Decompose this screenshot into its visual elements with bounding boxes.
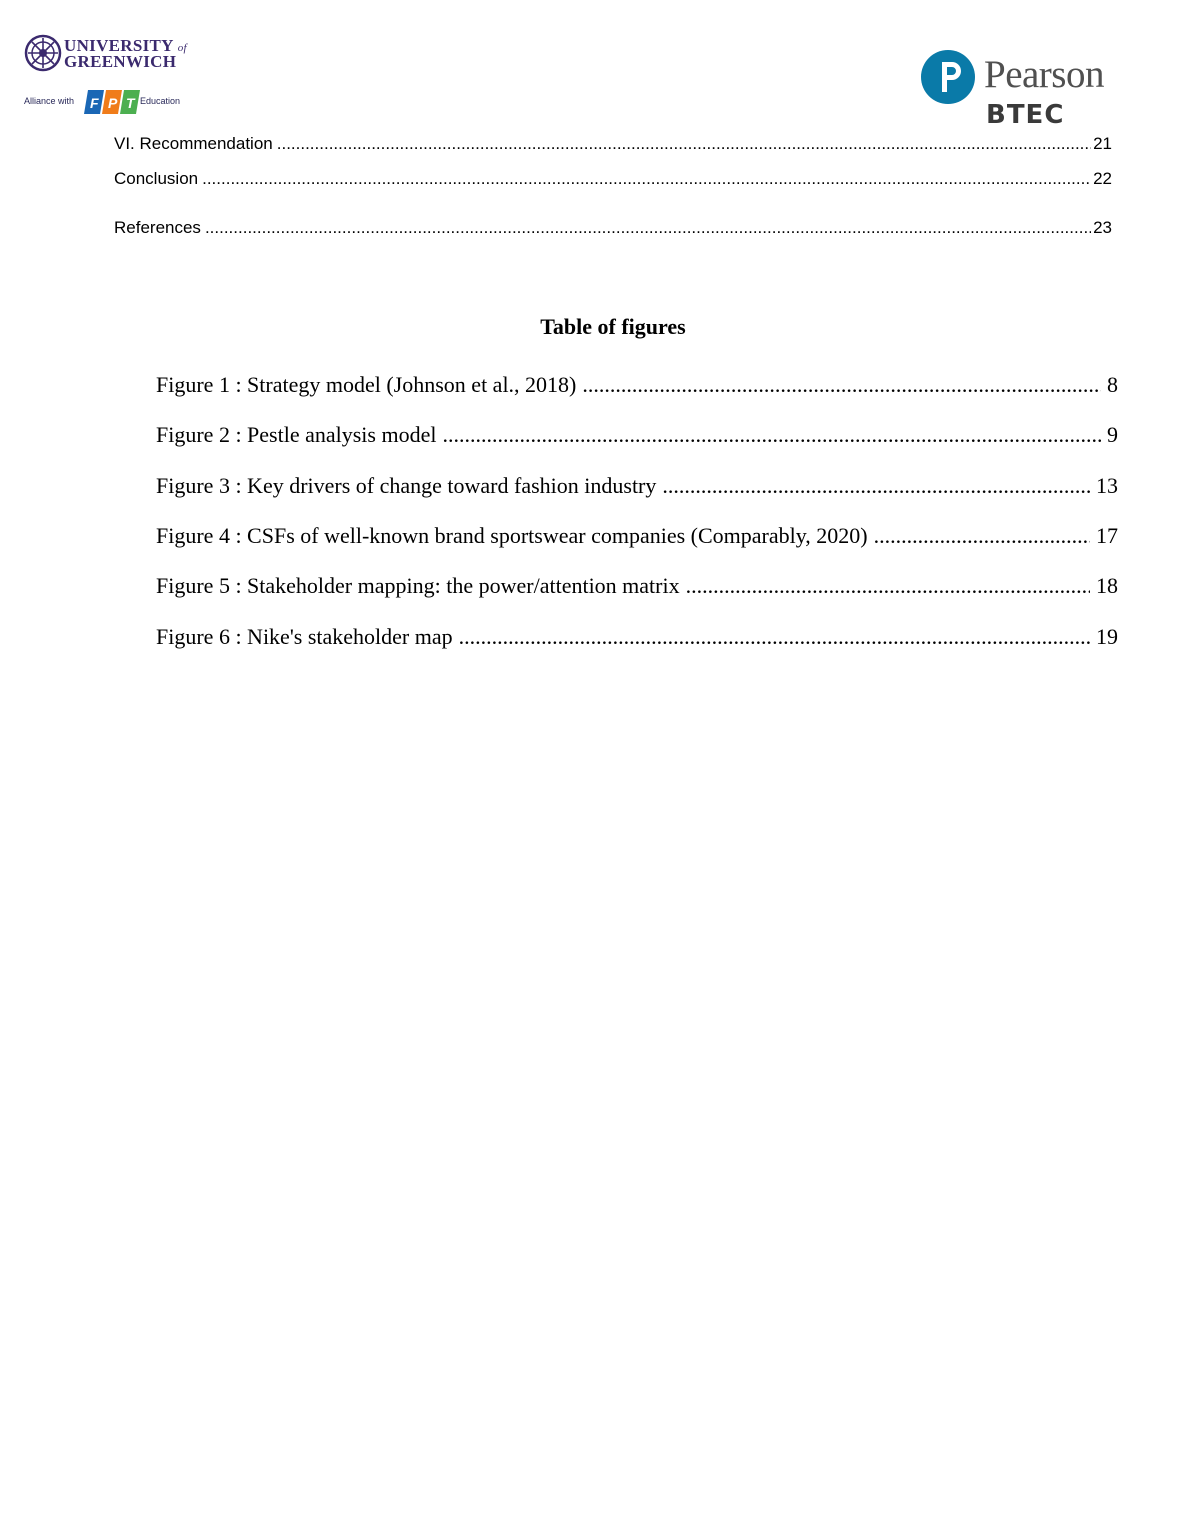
figure-entry-6[interactable]	[156, 624, 1118, 654]
figure-entry-label: Figure 2 : Pestle analysis model	[156, 422, 437, 447]
figure-entry-4[interactable]	[156, 523, 1118, 553]
figure-entry-label: Figure 5 : Stakeholder mapping: the power/attention matrix	[156, 573, 680, 598]
figure-leader-dots	[662, 473, 1090, 499]
svg-text:T: T	[126, 95, 135, 111]
figure-entry-label: Figure 6 : Nike's stakeholder map	[156, 624, 453, 649]
toc-entry-conclusion[interactable]	[114, 169, 1112, 191]
pearson-btec-logo	[920, 46, 1130, 136]
figure-leader-dots	[686, 573, 1090, 599]
toc-entry-page: 23	[1093, 218, 1112, 237]
svg-text:F: F	[90, 95, 99, 111]
figure-entry-5[interactable]	[156, 573, 1118, 603]
figure-entry-page: 8	[1107, 372, 1118, 397]
toc-leader-dots	[277, 134, 1091, 154]
table-of-figures-heading: Table of figures	[540, 314, 686, 339]
figure-leader-dots	[442, 422, 1101, 448]
toc-entry-recommendation[interactable]	[114, 134, 1112, 156]
figure-entry-label: Figure 3 : Key drivers of change toward fashion industry	[156, 473, 657, 498]
figure-leader-dots	[459, 624, 1090, 650]
figure-entry-page: 13	[1096, 473, 1118, 498]
btec-wordmark: BTEC	[986, 100, 1065, 130]
alliance-prefix: Alliance with	[24, 96, 75, 106]
figure-entry-1[interactable]	[156, 372, 1118, 402]
fpt-logo-icon	[84, 86, 142, 118]
toc-entry-label: Conclusion	[114, 169, 199, 188]
figure-entry-2[interactable]	[156, 422, 1118, 452]
toc-entry-page: 21	[1093, 134, 1112, 153]
toc-leader-dots	[205, 218, 1091, 238]
greenwich-crest-icon	[24, 34, 62, 72]
toc-entry-page: 22	[1093, 169, 1112, 188]
pearson-p-icon	[920, 46, 976, 108]
toc-leader-dots	[202, 169, 1091, 189]
figure-entry-page: 19	[1096, 624, 1118, 649]
toc-entry-references[interactable]	[114, 218, 1112, 240]
university-name-line1: UNIVERSITY of	[64, 36, 187, 55]
university-name-line2: GREENWICH	[64, 52, 177, 71]
toc-entry-label: References	[114, 218, 201, 237]
svg-text:P: P	[108, 95, 118, 111]
figure-entry-label: Figure 1 : Strategy model (Johnson et al., 2018)	[156, 372, 577, 397]
figure-leader-dots	[874, 523, 1090, 549]
figure-entry-3[interactable]	[156, 473, 1118, 503]
university-of-greenwich-logo	[24, 34, 187, 74]
pearson-wordmark: Pearson	[984, 53, 1104, 96]
alliance-suffix: Education	[140, 96, 181, 106]
figure-entry-page: 18	[1096, 573, 1118, 598]
figure-entry-page: 9	[1107, 422, 1118, 447]
figure-entry-page: 17	[1096, 523, 1118, 548]
figure-entry-label: Figure 4 : CSFs of well-known brand sportswear companies (Comparably, 2020)	[156, 523, 868, 548]
figure-leader-dots	[582, 372, 1101, 398]
toc-entry-label: VI. Recommendation	[114, 134, 273, 153]
fpt-alliance-logo	[24, 86, 194, 120]
